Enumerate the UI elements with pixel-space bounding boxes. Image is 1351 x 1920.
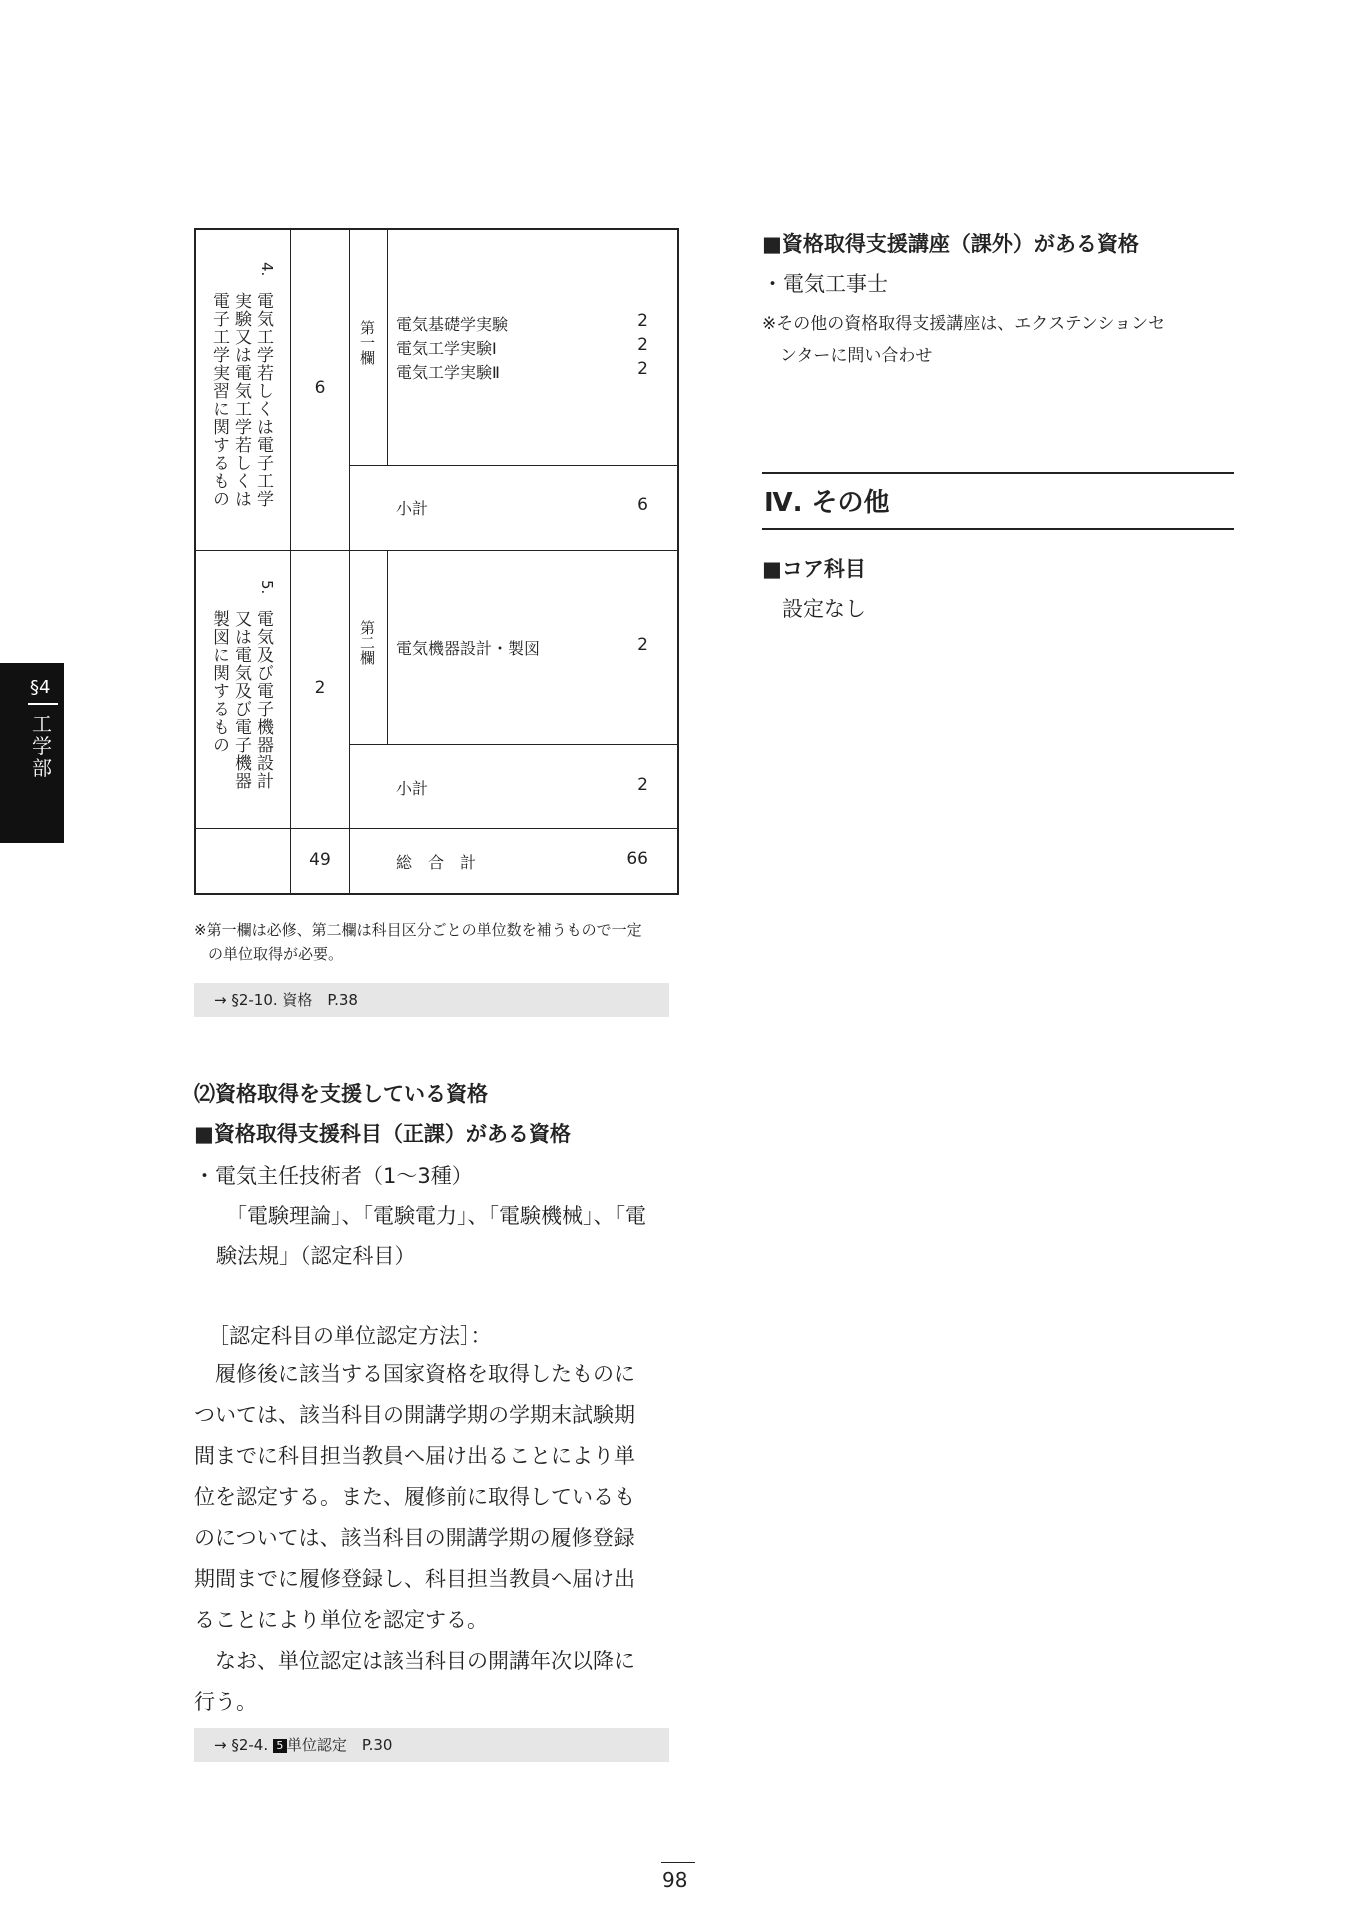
- subject-credits: 2: [637, 635, 648, 655]
- department-label: 工学部: [32, 712, 52, 780]
- column-label: 第二欄: [358, 620, 376, 665]
- page-number: 98: [662, 1868, 688, 1892]
- section-iv-title: Ⅳ. その他: [764, 488, 890, 518]
- extension-note: ※その他の資格取得支援講座は、エクステンションセ ンターに問い合わせ: [762, 314, 1166, 366]
- section-heading: ⑵資格取得を支援している資格: [194, 1082, 488, 1106]
- required-credits: 6: [314, 378, 326, 398]
- subsection-heading: ■資格取得支援科目（正課）がある資格: [194, 1122, 571, 1146]
- tab-divider: [28, 703, 58, 705]
- category-line: 電気工学若しくは電子工学: [253, 292, 273, 508]
- subject-name: 電気機器設計・製図: [396, 639, 541, 658]
- qualification-item: ・電気工事士: [762, 272, 888, 296]
- category-number: 5.: [258, 580, 276, 595]
- cross-reference-credit-approval[interactable]: → §2-4. 5 単位認定 P.30: [194, 1728, 669, 1762]
- cross-reference-qualifications[interactable]: → §2-10. 資格 P.38: [194, 983, 669, 1017]
- core-subjects-heading: ■コア科目: [762, 557, 866, 581]
- certified-subjects: 験法規」（認定科目）: [216, 1244, 416, 1268]
- section-number: §4: [30, 677, 51, 698]
- total-label: 総 合 計: [396, 853, 477, 872]
- method-paragraph: 履修後に該当する国家資格を取得したものに ついては、該当科目の開講学期の学期末試験期 間までに科目担当教員へ届け出ることにより単 位を認定する。また、履修前に取得しているも のについては、該当科目の開講学期の履修登録 期間までに履修登録し、科目担当教員へ届け出 ることにより単位を認定する。 なお、単位認定は該当科目の開講年次以降に 行う。: [194, 1362, 635, 1714]
- credit-requirements-table: [194, 228, 679, 895]
- subject-credits: 2: [637, 359, 648, 379]
- category-line: 製図に関するもの: [209, 610, 229, 754]
- subtotal-value: 6: [637, 495, 648, 515]
- section-iv-header: [762, 472, 1234, 530]
- extracurricular-heading: ■資格取得支援講座（課外）がある資格: [762, 232, 1139, 256]
- category-line: 又は電気及び電子機器: [231, 610, 251, 790]
- total-value: 66: [626, 849, 648, 869]
- subtotal-label: 小計: [396, 779, 429, 798]
- required-credits: 2: [314, 678, 326, 698]
- section-side-tab: [0, 663, 64, 843]
- subject-name: 電気工学実験Ⅱ: [396, 363, 500, 382]
- category-line: 電子工学実習に関するもの: [209, 292, 229, 508]
- section-badge: 5: [273, 1739, 287, 1753]
- page-number-rule: [661, 1862, 695, 1863]
- category-line: 実験又は電気工学若しくは: [231, 292, 251, 508]
- core-subjects-value: 設定なし: [782, 597, 866, 621]
- certified-subjects: 「電験理論」、「電験電力」、「電験機械」、「電: [226, 1204, 646, 1228]
- subject-name: 電気工学実験Ⅰ: [396, 339, 497, 358]
- subject-credits: 2: [637, 311, 648, 331]
- subject-credits: 2: [637, 335, 648, 355]
- total-credits: 49: [309, 850, 331, 870]
- method-heading: ［認定科目の単位認定方法］：: [208, 1324, 492, 1348]
- qualification-item: ・電気主任技術者（1～3種）: [194, 1164, 473, 1188]
- subject-name: 電気基礎学実験: [396, 315, 509, 334]
- subtotal-value: 2: [637, 775, 648, 795]
- column-label: 第一欄: [358, 320, 376, 365]
- category-number: 4.: [258, 262, 276, 277]
- subtotal-label: 小計: [396, 499, 429, 518]
- category-line: 電気及び電子機器設計: [253, 610, 273, 790]
- table-note: ※第一欄は必修、第二欄は科目区分ごとの単位数を補うもので一定 の単位取得が必要。: [194, 921, 642, 963]
